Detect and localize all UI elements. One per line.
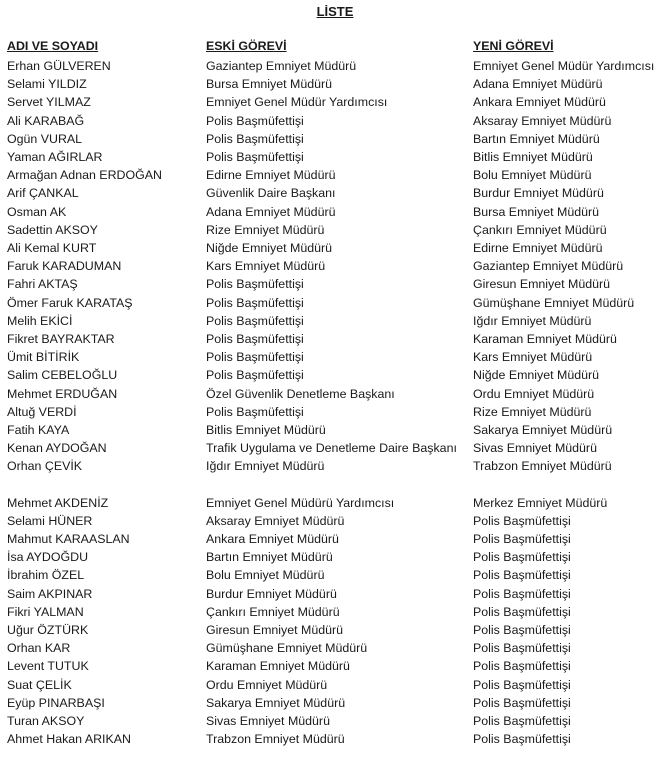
new-duty: Polis Başmüfettişi — [473, 550, 571, 565]
old-duty: Karaman Emniyet Müdürü — [206, 659, 350, 674]
new-duty: Polis Başmüfettişi — [473, 659, 571, 674]
old-duty: Bitlis Emniyet Müdürü — [206, 423, 326, 437]
old-duty: Ordu Emniyet Müdürü — [206, 677, 328, 692]
person-name: Ali KARABAĞ — [7, 113, 85, 128]
table-row — [0, 312, 670, 330]
person-name: Salim CEBELOĞLU — [7, 368, 118, 383]
table-row — [0, 257, 670, 275]
old-duty: Giresun Emniyet Müdürü — [206, 623, 344, 637]
table-row — [0, 676, 670, 694]
old-duty: Burdur Emniyet Müdürü — [206, 586, 337, 601]
table-row — [0, 294, 670, 312]
table-row — [0, 512, 670, 530]
person-name: Mehmet AKDENİZ — [7, 495, 109, 510]
table-row — [0, 166, 670, 184]
person-name: Kenan AYDOĞAN — [7, 441, 107, 456]
table-row — [0, 184, 670, 202]
table-row — [0, 639, 670, 657]
new-duty: Kars Emniyet Müdürü — [473, 350, 593, 365]
table-row — [0, 239, 670, 257]
table-row — [0, 694, 670, 712]
table-row — [0, 112, 670, 130]
person-name: Eyüp PINARBAŞI — [7, 695, 105, 710]
new-duty: Iğdır Emniyet Müdürü — [473, 313, 592, 328]
table-row — [0, 494, 670, 512]
old-duty: Niğde Emniyet Müdürü — [206, 241, 333, 255]
old-duty: Sakarya Emniyet Müdürü — [206, 695, 346, 710]
table-row — [0, 93, 670, 111]
new-duty: Bolu Emniyet Müdürü — [473, 168, 592, 183]
new-duty: Polis Başmüfettişi — [473, 513, 571, 528]
person-name: Fikri YALMAN — [7, 604, 84, 619]
new-duty: Çankırı Emniyet Müdürü — [473, 222, 607, 237]
new-duty: Giresun Emniyet Müdürü — [473, 277, 611, 292]
old-duty: Polis Başmüfettişi — [206, 404, 304, 419]
old-duty: Polis Başmüfettişi — [206, 131, 304, 146]
table-row — [0, 566, 670, 584]
new-duty: Adana Emniyet Müdürü — [473, 77, 603, 92]
new-duty: Polis Başmüfettişi — [473, 604, 571, 619]
old-duty: Ankara Emniyet Müdürü — [206, 532, 339, 546]
old-duty: Çankırı Emniyet Müdürü — [206, 604, 340, 619]
old-duty: Polis Başmüfettişi — [206, 368, 304, 383]
person-name: Altuğ VERDİ — [7, 404, 77, 419]
person-name: Mehmet ERDUĞAN — [7, 386, 118, 401]
person-name: Ahmet Hakan ARIKAN — [7, 732, 131, 747]
new-duty: Ankara Emniyet Müdürü — [473, 95, 606, 110]
old-duty: Emniyet Genel Müdür Yardımcısı — [206, 95, 388, 110]
person-name: Suat ÇELİK — [7, 677, 72, 692]
old-duty: Kars Emniyet Müdürü — [206, 259, 326, 274]
person-name: Osman AK — [7, 204, 67, 219]
new-duty: Trabzon Emniyet Müdürü — [473, 459, 612, 474]
person-name: İsa AYDOĞDU — [7, 550, 89, 565]
new-duty: Sakarya Emniyet Müdürü — [473, 423, 613, 437]
new-duty: Polis Başmüfettişi — [473, 641, 571, 656]
person-name: Orhan ÇEVİK — [7, 459, 83, 474]
new-duty: Bitlis Emniyet Müdürü — [473, 150, 593, 164]
new-duty: Polis Başmüfettişi — [473, 568, 571, 583]
table-row — [0, 585, 670, 603]
old-duty: Bartın Emniyet Müdürü — [206, 550, 333, 565]
new-duty: Polis Başmüfettişi — [473, 714, 571, 728]
new-duty: Gümüşhane Emniyet Müdürü — [473, 295, 635, 310]
old-duty: Gümüşhane Emniyet Müdürü — [206, 641, 368, 656]
new-duty: Polis Başmüfettişi — [473, 695, 571, 710]
table-header — [0, 37, 670, 55]
old-duty: Gaziantep Emniyet Müdürü — [206, 59, 357, 73]
new-duty: Polis Başmüfettişi — [473, 732, 571, 747]
person-name: Turan AKSOY — [7, 714, 85, 728]
table-row — [0, 75, 670, 93]
old-duty: Bursa Emniyet Müdürü — [206, 77, 333, 92]
new-duty: Niğde Emniyet Müdürü — [473, 368, 600, 383]
old-duty: Polis Başmüfettişi — [206, 332, 304, 346]
table-row — [0, 548, 670, 566]
table-row — [0, 421, 670, 439]
old-duty: Özel Güvenlik Denetleme Başkanı — [206, 386, 395, 401]
old-duty: Trafik Uygulama ve Denetleme Daire Başkanı — [206, 441, 457, 456]
table-row — [0, 148, 670, 166]
person-name: Saim AKPINAR — [7, 586, 93, 601]
table-row — [0, 366, 670, 384]
person-name: Erhan GÜLVEREN — [7, 59, 111, 73]
table-row — [0, 730, 670, 748]
person-name: Ogün VURAL — [7, 131, 83, 146]
person-name: Fahri AKTAŞ — [7, 277, 78, 292]
person-name: Levent TUTUK — [7, 659, 89, 674]
table-row — [0, 530, 670, 548]
document-title: LİSTE — [316, 4, 354, 19]
person-name: Faruk KARADUMAN — [7, 259, 122, 274]
new-duty: Ordu Emniyet Müdürü — [473, 386, 595, 401]
person-name: Ümit BİTİRİK — [7, 350, 80, 365]
person-name: Servet YILMAZ — [7, 95, 91, 110]
table-row — [0, 439, 670, 457]
table-row — [0, 221, 670, 239]
table-row — [0, 130, 670, 148]
new-duty: Bursa Emniyet Müdürü — [473, 204, 600, 219]
person-name: Mahmut KARAASLAN — [7, 532, 130, 546]
header-old-duty: ESKİ GÖREVİ — [206, 39, 287, 53]
table-row — [0, 403, 670, 421]
header-name: ADI VE SOYADI — [7, 39, 99, 53]
old-duty: Trabzon Emniyet Müdürü — [206, 732, 345, 747]
new-duty: Edirne Emniyet Müdürü — [473, 241, 603, 255]
old-duty: Polis Başmüfettişi — [206, 313, 304, 328]
person-name: Sadettin AKSOY — [7, 222, 98, 237]
table-row — [0, 275, 670, 293]
new-duty: Polis Başmüfettişi — [473, 677, 571, 692]
new-duty: Merkez Emniyet Müdürü — [473, 495, 608, 510]
new-duty: Aksaray Emniyet Müdürü — [473, 113, 612, 128]
new-duty: Polis Başmüfettişi — [473, 586, 571, 601]
old-duty: Adana Emniyet Müdürü — [206, 204, 336, 219]
new-duty: Emniyet Genel Müdür Yardımcısı — [473, 59, 655, 73]
table-row — [0, 457, 670, 475]
table-row — [0, 385, 670, 403]
new-duty: Polis Başmüfettişi — [473, 532, 571, 546]
table-row — [0, 657, 670, 675]
old-duty: Polis Başmüfettişi — [206, 295, 304, 310]
person-name: Ömer Faruk KARATAŞ — [7, 295, 133, 310]
table-row — [0, 603, 670, 621]
person-name: Armağan Adnan ERDOĞAN — [7, 168, 162, 183]
new-duty: Sivas Emniyet Müdürü — [473, 441, 597, 456]
old-duty: Sivas Emniyet Müdürü — [206, 714, 330, 728]
person-name: Selami HÜNER — [7, 513, 93, 528]
old-duty: Güvenlik Daire Başkanı — [206, 186, 336, 201]
table-row — [0, 57, 670, 75]
old-duty: Polis Başmüfettişi — [206, 350, 304, 365]
table-row — [0, 621, 670, 639]
person-name: İbrahim ÖZEL — [7, 568, 85, 583]
person-name: Selami YILDIZ — [7, 77, 87, 92]
old-duty: Polis Başmüfettişi — [206, 113, 304, 128]
person-name: Ali Kemal KURT — [7, 241, 97, 255]
old-duty: Emniyet Genel Müdürü Yardımcısı — [206, 495, 395, 510]
table-row — [0, 348, 670, 366]
old-duty: Polis Başmüfettişi — [206, 150, 304, 164]
old-duty: Polis Başmüfettişi — [206, 277, 304, 292]
old-duty: Iğdır Emniyet Müdürü — [206, 459, 325, 474]
new-duty: Karaman Emniyet Müdürü — [473, 332, 617, 346]
old-duty: Rize Emniyet Müdürü — [206, 222, 325, 237]
old-duty: Aksaray Emniyet Müdürü — [206, 513, 345, 528]
header-new-duty: YENİ GÖREVİ — [473, 39, 554, 53]
person-name: Arif ÇANKAL — [7, 186, 79, 201]
new-duty: Burdur Emniyet Müdürü — [473, 186, 604, 201]
table-row — [0, 330, 670, 348]
person-name: Orhan KAR — [7, 641, 71, 656]
new-duty: Polis Başmüfettişi — [473, 623, 571, 637]
old-duty: Bolu Emniyet Müdürü — [206, 568, 325, 583]
person-name: Fikret BAYRAKTAR — [7, 332, 115, 346]
old-duty: Edirne Emniyet Müdürü — [206, 168, 336, 183]
person-name: Melih EKİCİ — [7, 313, 73, 328]
person-name: Yaman AĞIRLAR — [7, 150, 103, 164]
new-duty: Gaziantep Emniyet Müdürü — [473, 259, 624, 274]
new-duty: Rize Emniyet Müdürü — [473, 404, 592, 419]
table-row — [0, 712, 670, 730]
new-duty: Bartın Emniyet Müdürü — [473, 131, 600, 146]
person-name: Fatih KAYA — [7, 423, 70, 437]
person-name: Uğur ÖZTÜRK — [7, 623, 89, 637]
table-row — [0, 203, 670, 221]
